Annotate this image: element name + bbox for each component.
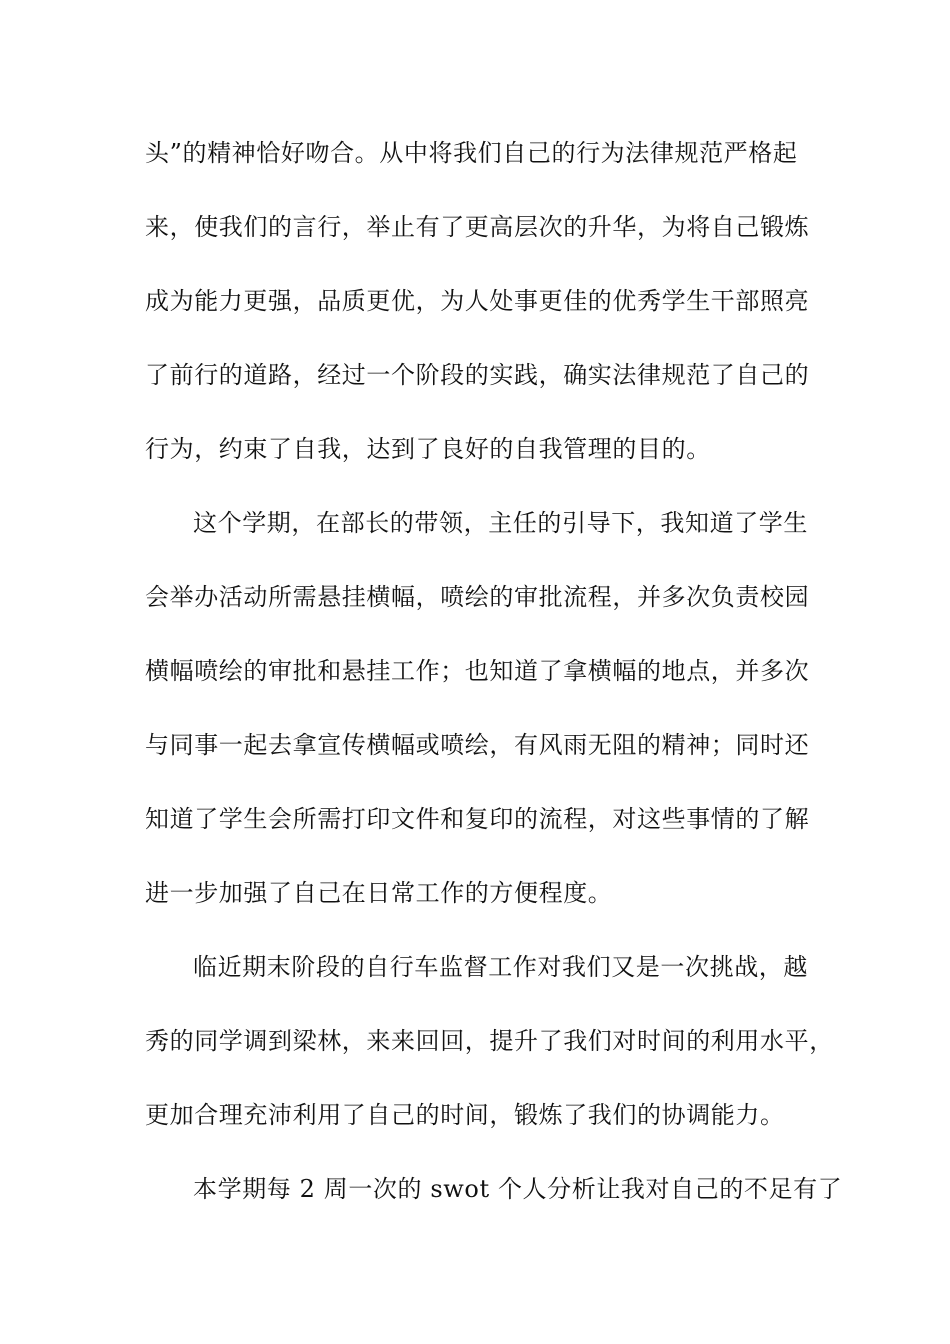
text-line: 更加合理充沛利用了自己的时间，锻炼了我们的协调能力。: [145, 1101, 785, 1129]
text-line: 与同事一起去拿宣传横幅或喷绘，有风雨无阻的精神；同时还: [145, 731, 810, 759]
text-line: 来，使我们的言行，举止有了更高层次的升华，为将自己锻炼: [145, 213, 810, 241]
text-line: 行为，约束了自我，达到了良好的自我管理的目的。: [145, 435, 711, 463]
text-line: 了前行的道路，经过一个阶段的实践，确实法律规范了自己的: [145, 361, 810, 389]
paragraph-start-line: 这个学期，在部长的带领，主任的引导下，我知道了学生: [193, 509, 808, 537]
text-line: 成为能力更强，品质更优，为人处事更佳的优秀学生干部照亮: [145, 287, 810, 315]
text-line: 进一步加强了自己在日常工作的方便程度。: [145, 879, 613, 907]
text-line: 会举办活动所需悬挂横幅，喷绘的审批流程，并多次负责校园: [145, 583, 810, 611]
text-line: 知道了学生会所需打印文件和复印的流程，对这些事情的了解: [145, 805, 810, 833]
text-line: 横幅喷绘的审批和悬挂工作；也知道了拿横幅的地点，并多次: [145, 657, 810, 685]
text-line: 头”的精神恰好吻合。从中将我们自己的行为法律规范严格起: [145, 139, 798, 167]
paragraph-start-line: 临近期末阶段的自行车监督工作对我们又是一次挑战，越: [193, 953, 808, 981]
text-line: 秀的同学调到梁林，来来回回，提升了我们对时间的利用水平，: [145, 1027, 834, 1055]
paragraph-start-line: 本学期每 2 周一次的 swot 个人分析让我对自己的不足有了: [193, 1175, 843, 1203]
